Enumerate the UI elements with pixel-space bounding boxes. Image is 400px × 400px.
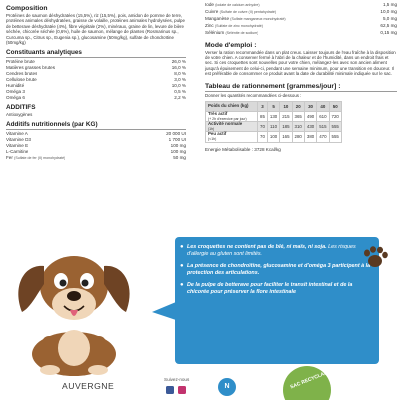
- nutrient-label: Humidité: [6, 83, 25, 89]
- nutritional-list: [6, 131, 186, 162]
- nutrient-value: 1,5 mg: [382, 2, 397, 7]
- ration-row: [206, 132, 342, 142]
- nutrient-label: Oméga 3: [6, 88, 25, 94]
- bullet-icon: ●: [180, 263, 184, 270]
- nutrient-label: Fer (Sulfate de fer (II) monohydraté): [6, 154, 66, 160]
- activity-label: Peu actif (<1h): [206, 132, 258, 142]
- nutrient-label: Cendres brutes: [6, 71, 38, 77]
- nutrient-value: 100 mg: [170, 143, 186, 148]
- nutrient-label: Vitamine E: [6, 143, 29, 148]
- benefit-text: De la pulpe de betterave pour faciliter le transit intestinal et de la chicorée pour préserver la flore intestinale: [187, 282, 353, 295]
- benefit-item: [180, 282, 372, 295]
- ration-cell: 515: [317, 122, 329, 132]
- nutrient-label: Cellulose brute: [6, 77, 37, 83]
- ration-row: [206, 122, 342, 132]
- nutrient-value: 100 mg: [170, 148, 186, 154]
- ration-header-row: [206, 101, 342, 111]
- divider: [205, 91, 397, 92]
- ration-cell: 130: [267, 111, 279, 121]
- ration-cell: 165: [280, 132, 292, 142]
- nutrient-label: Manganèse (Sulfate manganeux monohydraté): [205, 15, 286, 21]
- nutrient-value: 10,0 mg: [380, 8, 397, 14]
- mineral-list: [205, 2, 397, 37]
- ration-cell: 70: [258, 122, 268, 132]
- nutrient-value: 26,0 %: [171, 59, 186, 65]
- weight-cell: 10: [280, 101, 292, 111]
- nutrient-value: 1 700 UI: [168, 137, 186, 143]
- nutrient-label: Protéine brute: [6, 59, 35, 65]
- ration-cell: 430: [304, 122, 316, 132]
- nutrient-value: 5,0 mg: [382, 15, 397, 21]
- ration-cell: 310: [292, 122, 304, 132]
- ration-cell: 380: [304, 132, 316, 142]
- ration-cell: 610: [317, 111, 329, 121]
- activity-label: Activité normale (1h): [206, 122, 258, 132]
- pawprint-icon: [362, 246, 388, 268]
- right-column: [205, 2, 397, 152]
- brand-name: AUVERGNE: [62, 381, 115, 391]
- benefit-text: La présence de chondroïtine, glucosamine et d'oméga 3 participent à la protection des articulations.: [187, 263, 371, 276]
- nutrient-value: 2,2 %: [174, 94, 186, 100]
- benefit-item: [180, 263, 372, 276]
- follow-us-label: Suivez-nous: [164, 377, 190, 382]
- instagram-icon[interactable]: [178, 386, 186, 394]
- ration-cell: 555: [329, 132, 341, 142]
- weight-cell: 3: [258, 101, 268, 111]
- ration-cell: 110: [267, 122, 279, 132]
- additives-title: ADDITIFS: [6, 103, 36, 111]
- ration-cell: 70: [258, 132, 268, 142]
- nutrient-row: [205, 23, 397, 30]
- nutrient-value: 3,0 %: [174, 77, 186, 83]
- nutrient-value: 0,5 %: [174, 88, 186, 94]
- ration-cell: 215: [280, 111, 292, 121]
- nutrient-row: [205, 2, 397, 9]
- bullet-icon: ●: [180, 244, 184, 250]
- nutrient-value: 20 000 UI: [166, 131, 186, 137]
- speech-tail: [150, 300, 180, 322]
- benefits-list: [180, 244, 372, 302]
- recyclable-label: SAC RECYCLABLE: [289, 367, 335, 391]
- weight-cell: 50: [329, 101, 341, 111]
- usage-text: Verser la ration recommandée dans un plat creux. Laisser toujours de l'eau fraîche à la disposition de votre chien. A conserver fermé à l'abri de la chaleur et de l'humidité, dans un endroit frais et sec. Si ces croquettes sont nouvelles pour votre chien, mélangez-les avec son ancien aliment jusqu'à épuisement de celui-ci, pendant une semaine minimum, pour une transition en douceur. Il est préférable de consommer ce produit avant la date de durabilité minimale indiquée sur le sac.: [205, 49, 396, 77]
- ration-cell: 185: [280, 122, 292, 132]
- usage-title: Mode d'emploi :: [205, 41, 257, 49]
- weight-cell: 5: [267, 101, 279, 111]
- analytical-list: [6, 59, 186, 100]
- activity-label: Très actif (+ 2h d'exercice par jour): [206, 111, 258, 121]
- divider: [6, 129, 186, 130]
- left-column: [6, 2, 186, 162]
- weight-cell: 30: [304, 101, 316, 111]
- nutrient-row: [6, 155, 186, 162]
- nutrient-label: Oméga 6: [6, 94, 25, 100]
- nutrient-row: [6, 95, 186, 101]
- ration-row: [206, 111, 342, 121]
- nutri-badge: N: [218, 378, 236, 396]
- weight-header: Poids du chien (kg): [206, 101, 258, 111]
- ration-cell: 365: [292, 111, 304, 121]
- nutrient-row: [205, 9, 397, 16]
- nutrient-value: 62,5 mg: [380, 22, 397, 28]
- composition-title: Composition: [6, 5, 48, 12]
- ration-cell: 280: [292, 132, 304, 142]
- nutrient-label: Zinc (Sulfate de zinc monohydraté): [205, 22, 263, 28]
- analytical-title: Constituants analytiques: [6, 49, 82, 57]
- nutrient-value: 8,0 %: [174, 71, 186, 77]
- ration-table: [205, 101, 342, 143]
- ration-cell: 555: [329, 122, 341, 132]
- nutrient-label: Matières grasses brutes: [6, 65, 56, 71]
- divider: [6, 57, 186, 58]
- benefit-text: Les croquettes ne contient pas de blé, ni maïs, ni soja. Les risques d'allergie au gluten sont limités.: [187, 244, 356, 257]
- ration-cell: 470: [317, 132, 329, 142]
- nutrient-row: [205, 16, 397, 23]
- weight-cell: 20: [292, 101, 304, 111]
- ration-cell: 490: [304, 111, 316, 121]
- nutrient-label: L-Carnitine: [6, 148, 29, 154]
- benefit-item: [180, 244, 372, 257]
- energy-text: Energie Métabolisable : 3728 Kcal/kg: [205, 146, 281, 152]
- ration-cell: 720: [329, 111, 341, 121]
- weight-cell: 40: [317, 101, 329, 111]
- dog-illustration: [4, 236, 144, 376]
- ration-cell: 85: [258, 111, 268, 121]
- nutrient-label: Vitamine D3: [6, 137, 31, 143]
- nutrient-label: Cuivre (Sulfate de cuivre (II) pentahydraté): [205, 8, 277, 14]
- nutrient-value: 50 mg: [173, 154, 186, 160]
- nutrient-value: 10,0 %: [171, 83, 186, 89]
- ration-cell: 100: [267, 132, 279, 142]
- nutrient-label: Vitamine A: [6, 131, 28, 137]
- nutritional-title: Additifs nutritionnels (par KG): [6, 121, 98, 129]
- ration-title: Tableau de rationnement [grammes/jour] :: [205, 82, 341, 90]
- nutrient-label: Sélénium (Sélénite de sodium): [205, 29, 259, 35]
- nutrient-value: 0,15 mg: [380, 29, 397, 35]
- additives-text: Antioxygènes: [6, 111, 33, 117]
- composition-text: Protéines de saumon déshydratées (15,5%), riz (15,5%), pois, amidon de pomme de terre, protéines animales déshydratées, graisse de volaille, protéines animales hydrolysées, pulpe de betterave déshydratée (4%), fibre végétale (2%), minéraux, graine de lin, levure de bière séchée, chicorée séchée (0,6%), huile de saumon, mélange de plantes (Rosmarinus sp., Curcuma sp., Citrus sp., Eugenia sp.), glucosamine (50mg/kg), sulfate de chondroïtine (50mg/kg): [6, 13, 185, 46]
- nutrient-value: 16,0 %: [171, 65, 186, 71]
- facebook-icon[interactable]: [166, 386, 174, 394]
- nutrient-label: Iode (iodate de calcium anhydre): [205, 2, 260, 7]
- bullet-icon: ●: [180, 282, 184, 289]
- nutrient-row: [205, 30, 397, 37]
- ration-subtitle: Donner les quantités recommandées ci-dessous :: [205, 92, 302, 98]
